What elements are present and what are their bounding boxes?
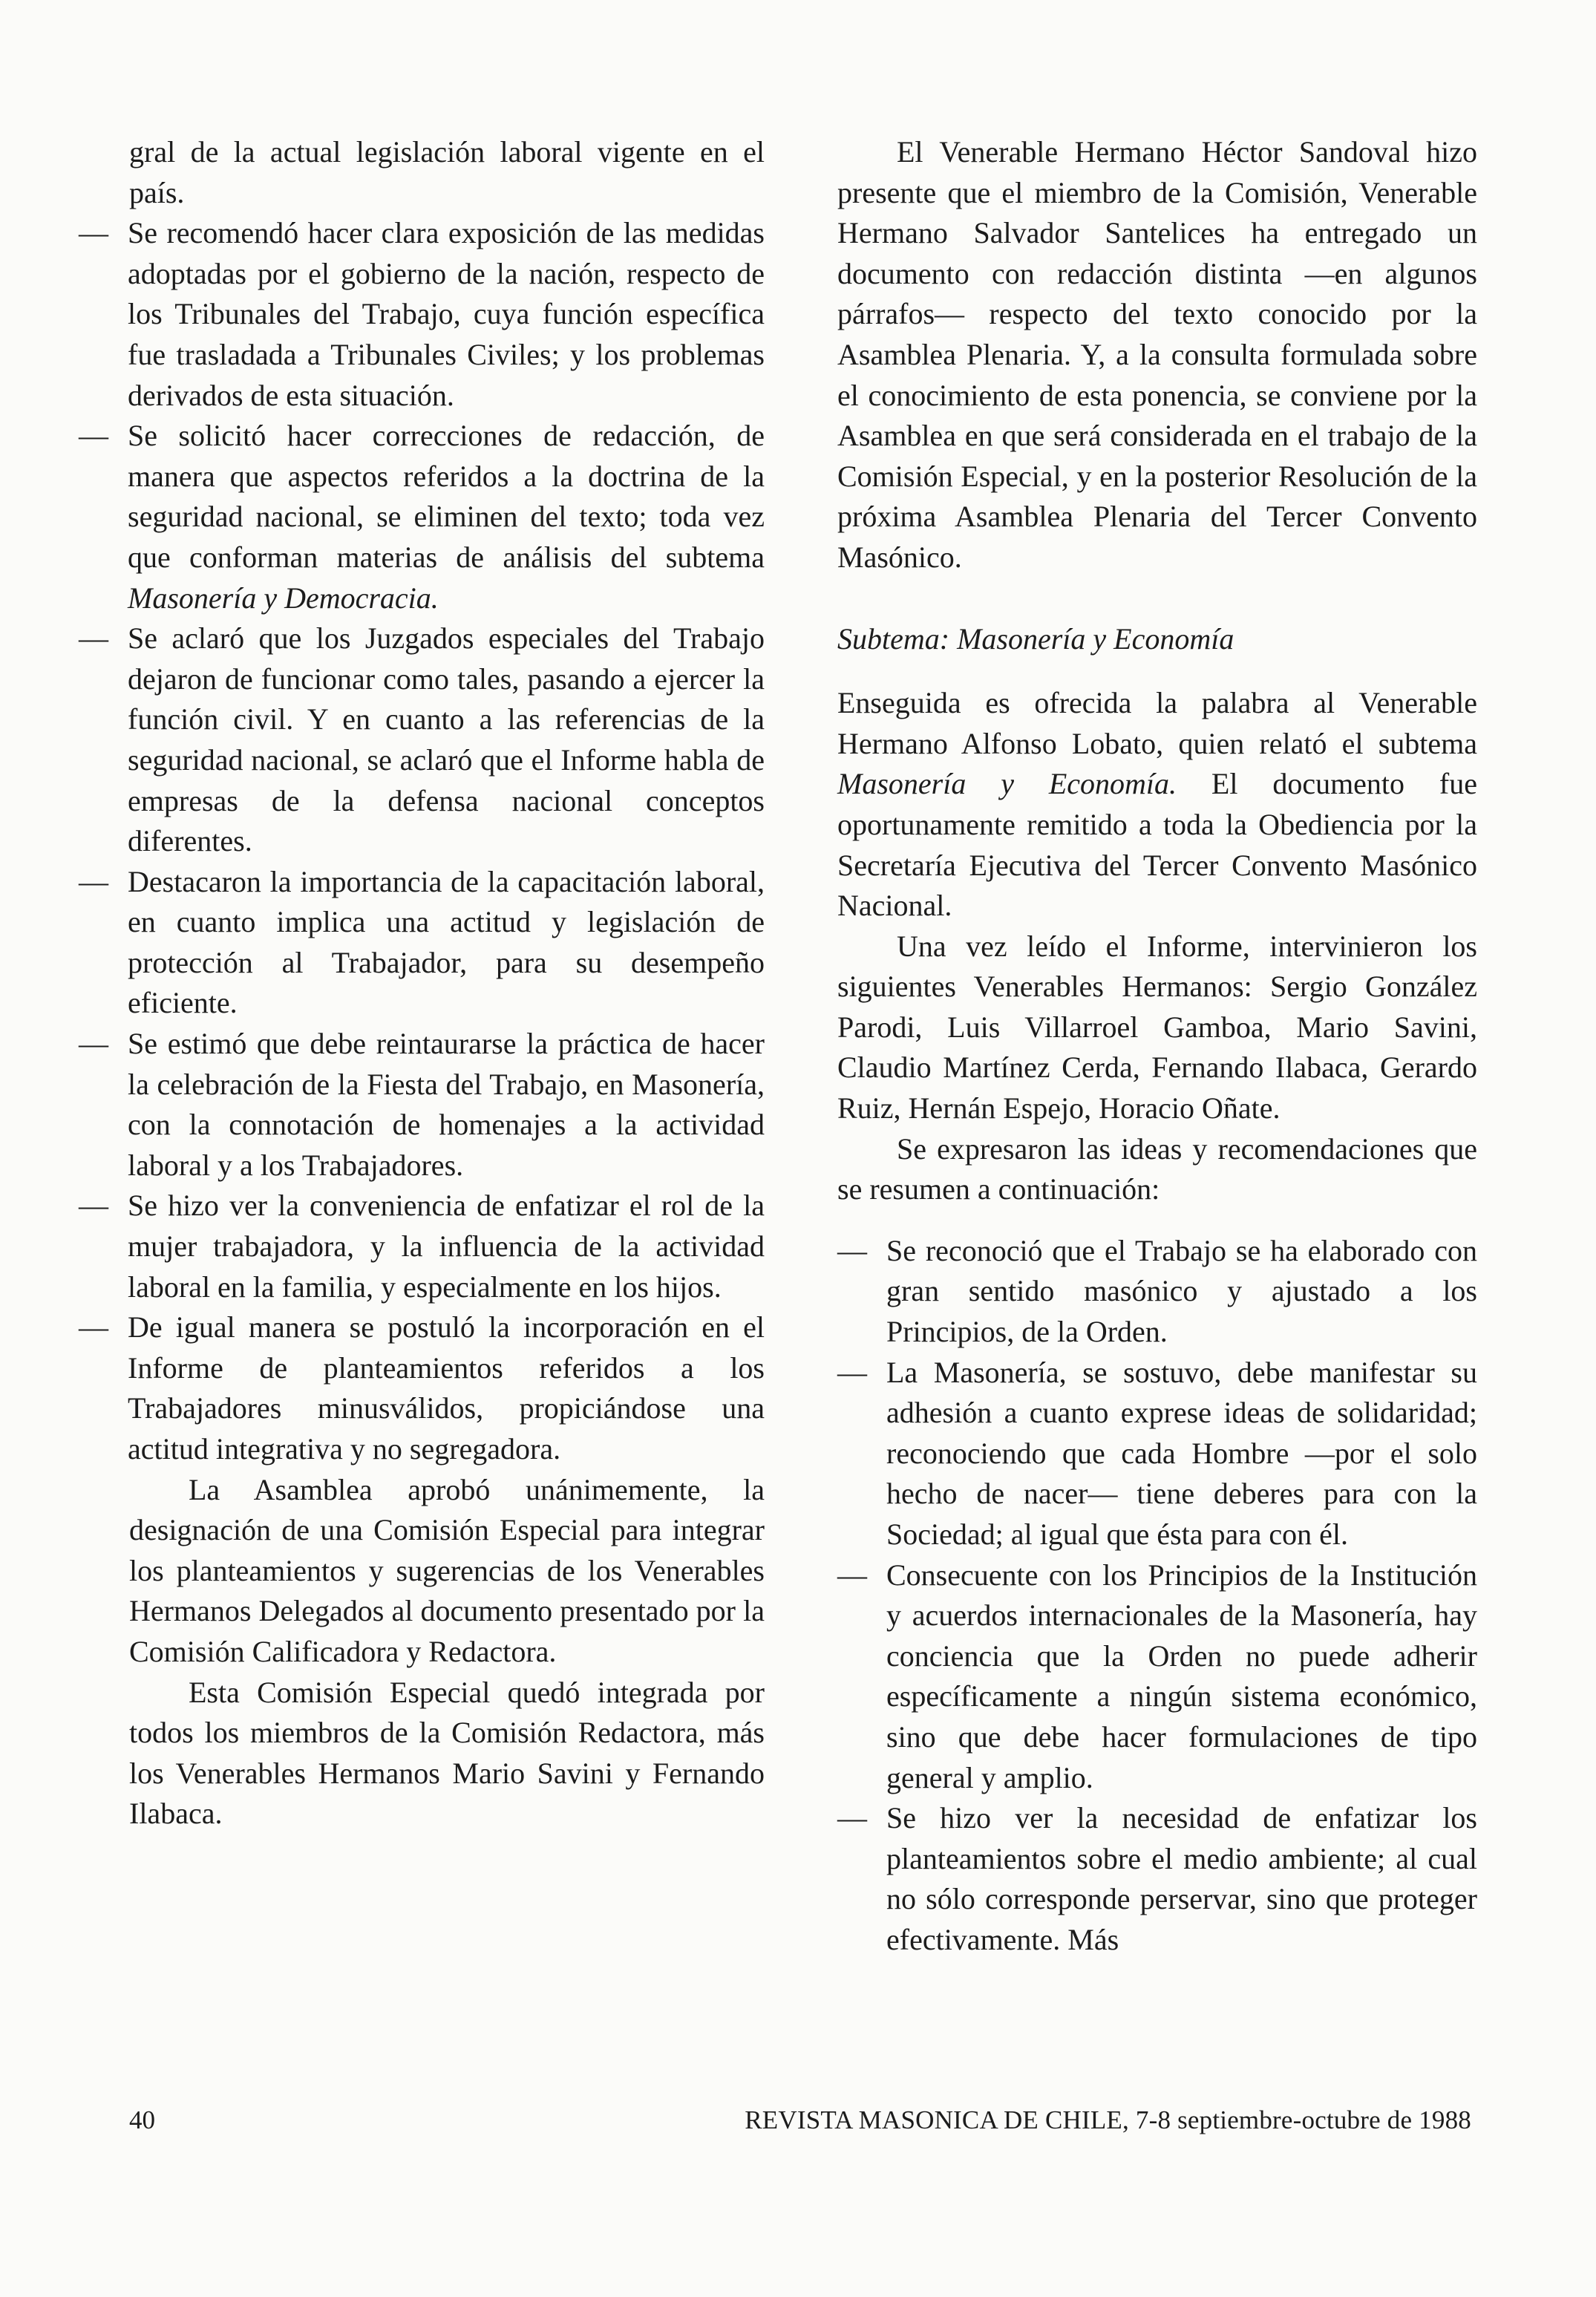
right-paragraph-text: El documento fue oportunamente remitido a toda la Obediencia por la Secretaría Ejecutiva del Tercer Convento Masónico Nacional. [837,767,1477,923]
left-list-item: — Se hizo ver la conveniencia de enfatizar el rol de la mujer trabajadora, y la influencia de la actividad laboral en la familia, y especialmente en los hijos. [79,1186,765,1307]
left-paragraph: Esta Comisión Especial quedó integrada por todos los miembros de la Comisión Redactora, más los Venerables Hermanos Mario Savini y Fernando Ilabaca. [129,1675,765,1831]
left-paragraph: La Asamblea aprobó unánimemente, la designación de una Comisión Especial para integrar los planteamientos y sugerencias de los Venerables Hermanos Delegados al documento presentado por la Comisión Calificadora y Redactora. [129,1472,765,1668]
left-list-item: — De igual manera se postuló la incorporación en el Informe de planteamientos referidos a los Trabajadores minusválidos, propiciándose una actitud integrativa y no segregadora. [79,1307,765,1469]
right-paragraph: Se expresaron las ideas y recomendaciones que se resumen a continuación: [837,1131,1477,1206]
left-list-item: — Se estimó que debe reintaurarse la práctica de hacer la celebración de la Fiesta del Trabajo, en Masonería, con la connotación de homenajes a la actividad laboral y a los Trabajadores. [79,1024,765,1186]
left-list-item: — Destacaron la importancia de la capacitación laboral, en cuanto implica una actitud y legislación de protección al Trabajador, para su desempeño eficiente. [79,862,765,1024]
right-column [837,132,1477,1961]
left-list-item: — Se recomendó hacer clara exposición de las medidas adoptadas por el gobierno de la nación, respecto de los Tribunales del Trabajo, cuya función específica fue trasladada a Tribunales Civiles; y los problemas derivados de esta situación. [79,213,765,416]
subtema-heading: Subtema: Masonería y Economía [837,621,1234,656]
right-list-item: — La Masonería, se sostuvo, debe manifestar su adhesión a cuanto exprese ideas de solidaridad; reconociendo que cada Hombre —por el solo hecho de nacer— tiene deberes para con la Sociedad; al igual que ésta para con él. [837,1353,1477,1555]
left-paragraph-continuation: gral de la actual legislación laboral vigente en el país. [129,135,765,209]
right-paragraph-text: Enseguida es ofrecida la palabra al Venerable Hermano Alfonso Lobato, quien relató el subtema [837,686,1477,760]
left-column [129,132,765,1834]
subtema-reference: Masonería y Democracia. [128,581,439,615]
left-list-item [79,416,765,618]
left-list-item: — Se aclaró que los Juzgados especiales del Trabajo dejaron de funcionar como tales, pasando a ejercer la función civil. Y en cuanto a las referencias de la seguridad nacional, se aclaró que el Informe habla de empresas de la defensa nacional conceptos diferentes. [79,618,765,862]
spacer [837,1210,1477,1231]
journal-footer: REVISTA MASONICA DE CHILE, 7-8 septiembre-octubre de 1988 [745,2105,1471,2134]
left-list-item-text: Se solicitó hacer correcciones de redacción, de manera que aspectos referidos a la doctrina de la seguridad nacional, se eliminen del texto; toda vez que conforman materias de análisis del subtema [128,419,765,574]
subtema-reference: Masonería y Economía. [837,767,1177,801]
right-list-item: — Consecuente con los Principios de la Institución y acuerdos internacionales de la Masonería, hay conciencia que la Orden no puede adherir específicamente a ningún sistema económico, sino que debe hacer formulaciones de tipo general y amplio. [837,1555,1477,1799]
page-number: 40 [129,2105,155,2134]
right-paragraph: Una vez leído el Informe, intervinieron los siguientes Venerables Hermanos: Sergio González Parodi, Luis Villarroel Gamboa, Mario Savini, Claudio Martínez Cerda, Fernando Ilabaca, Gerardo Ruiz, Hernán Espejo, Horacio Oñate. [837,929,1477,1125]
right-list-item: — Se hizo ver la necesidad de enfatizar los planteamientos sobre el medio ambiente; al cual no sólo corresponde perservar, sino que proteger efectivamente. Más [837,1798,1477,1960]
right-paragraph [837,683,1477,927]
right-paragraph: El Venerable Hermano Héctor Sandoval hizo presente que el miembro de la Comisión, Venerable Hermano Salvador Santelices ha entregado un documento con redacción distinta —en algunos párrafos— respecto del texto conocido por la Asamblea Plenaria. Y, a la consulta formulada sobre el conocimiento de esta ponencia, se conviene por la Asamblea en que será considerada en el trabajo de la Comisión Especial, y en la posterior Resolución de la próxima Asamblea Plenaria del Tercer Convento Masónico. [837,135,1477,574]
right-list-item: — Se reconoció que el Trabajo se ha elaborado con gran sentido masónico y ajustado a los Principios, de la Orden. [837,1231,1477,1353]
